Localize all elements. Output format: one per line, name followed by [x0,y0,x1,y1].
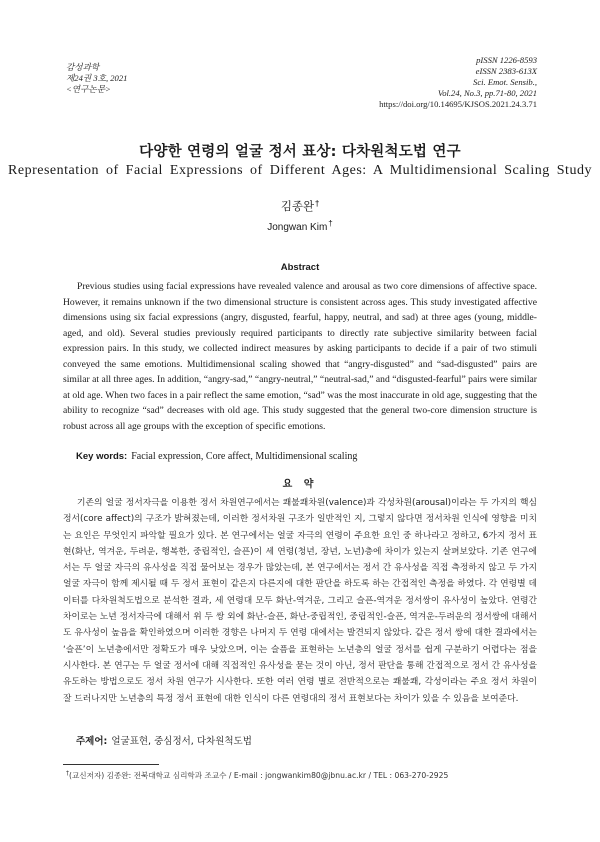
journal-volume: 제24권 3호, 2021 [66,73,128,83]
pissn: pISSN 1226-8593 [476,55,537,65]
footnote-divider [63,764,159,765]
journal-header-right [379,55,537,110]
abstract-body: Previous studies using facial expressions have revealed valence and arousal as two core dimensions of affective space. However, it remains unknown if the two dimensional structure is consistent across ages. This study investigated affective dimensions using six facial expressions (angry, disgusted, fearful, happy, neutral, and sad) at three ages (young, middle-aged, and old). Several studies previously required participants to directly rate subjective similarity between facial expression pairs. In this study, we collected indirect measures by asking participants to decide if a pair of two stimuli conveyed the same emotions. Multidimensional scaling showed that “angry-disgusted” and “sad-disgusted” pairs are similar at all three ages. In addition, “angry-sad,” “angry-neutral,” “neutral-sad,” and “disgusted-fearful” pairs were similar at old age. When two faces in a pair reflect the same emotion, “sad” was the most inaccurate in old age, suggesting that the ability to recognize “sad” decreases with old age. This study suggested that the general two-core dimension structure is robust across all age groups with the exception of specific emotions. [63,281,537,432]
keywords-korean [76,733,252,747]
keywords-english [76,451,357,462]
journal-abbrev: Sci. Emot. Sensib., [473,77,537,87]
abstract-heading: Abstract [280,262,320,273]
article-type: <연구논문> [66,84,111,94]
author-korean [0,198,600,214]
volume-pages: Vol.24, No.3, pp.71-80, 2021 [437,88,537,98]
footnote-mark: † [66,770,69,777]
corresponding-mark: † [328,219,333,228]
author-english [0,219,600,233]
eissn: eISSN 2383-613X [475,66,537,76]
author-english-name: Jongwan Kim [267,222,328,233]
journal-name: 감성과학 [66,62,100,72]
title-korean: 다양한 연령의 얼굴 정서 표상: 다차원척도법 연구 [139,144,461,160]
summary-heading: 요 약 [282,479,318,490]
keywords-ko-text: 얼굴표현, 중심정서, 다차원척도법 [111,736,252,747]
footnote-text: (교신저자) 김종완: 전북대학교 심리학과 조교수 / E-mail : jongwankim80@jbnu.ac.kr / TEL : 063-270-2925 [69,771,449,780]
summary-body: 기존의 얼굴 정서자극을 이용한 정서 차원연구에서는 쾌불쾌차원(valence)과 각성차원(arousal)이라는 두 가지의 핵심정서(core affect)의 구조가 밝혀졌는데, 이러한 정서차원 구조가 일반적인 지, 그렇지 않다면 정서차원 인식에 영향을 미치는 요인은 무엇인지 파악할 필요가 있다. 본 연구에서는 얼굴 자극의 연령이 주요한 요인 중 하나라고 정하고, 6가지 정서 표현(화난, 역겨운, 두려운, 행복한, 중립적인, 슬픈)이 세 연령(청년, 장년, 노년)층에 차이가 있는지 살펴보았다. 기존 연구에서는 두 얼굴 자극의 유사성을 직접 물어보는 경우가 많았는데, 본 연구에서는 정서 간 유사성을 직접 측정하지 않고 두 가지 얼굴 자극이 함께 제시될 때 두 정서 표현이 같은지 다른지에 대한 판단을 하도록 하는 간접적인 측정을 하였다. 각 연령별 데이터를 다차원척도법으로 분석한 결과, 세 연령대 모두 화난-역겨운, 그리고 슬픈-역겨운 정서쌍이 유사성이 높았다. 연령간 차이로는 노년 정서자극에 대해서 위 두 쌍 외에 화난-슬픈, 화난-중립적인, 중립적인-슬픈, 역겨운-두려운의 정서쌍에 대해서도 유사성이 높음을 확인하였으며 이러한 경향은 나머지 두 연령 대에서는 발견되지 않았다. 같은 정서 쌍에 대한 결과에서는 ‘슬픈’이 노년층에서만 정확도가 매우 낮았으며, 이는 슬픔을 표현하는 노년층의 얼굴 정서를 쉽게 구분하기 어렵다는 점을 시사한다. 본 연구는 두 얼굴 정서에 대해 직접적인 유사성을 묻는 것이 아닌, 정서 판단을 통해 간접적으로 정서 간 유사성을 유도하는 방법으로도 정서 차원 연구가 시사한다. 또한 여러 연령 별로 전반적으로는 쾌불쾌, 각성이라는 주요 정서 차원이 잘 드러나지만 노년층의 특정 정서 표현에 대한 인식이 다른 연령대의 정서 표현보다는 차이가 있을 수 있음을 보여준다. [63,498,537,704]
title-english: Representation of Facial Expressions of Different Ages: A Multidimensional Scaling Study [8,163,592,178]
journal-header-left [66,62,127,95]
author-korean-name: 김종완 [280,199,315,213]
keywords-text: Facial expression, Core affect, Multidimensional scaling [131,451,358,462]
keywords-label: Key words: [76,451,128,462]
corresponding-author-footnote [66,770,448,781]
corresponding-mark: † [315,199,320,208]
keywords-ko-label: 주제어: [76,736,108,747]
doi-link[interactable]: https://doi.org/10.14695/KJSOS.2021.24.3.71 [379,99,537,109]
